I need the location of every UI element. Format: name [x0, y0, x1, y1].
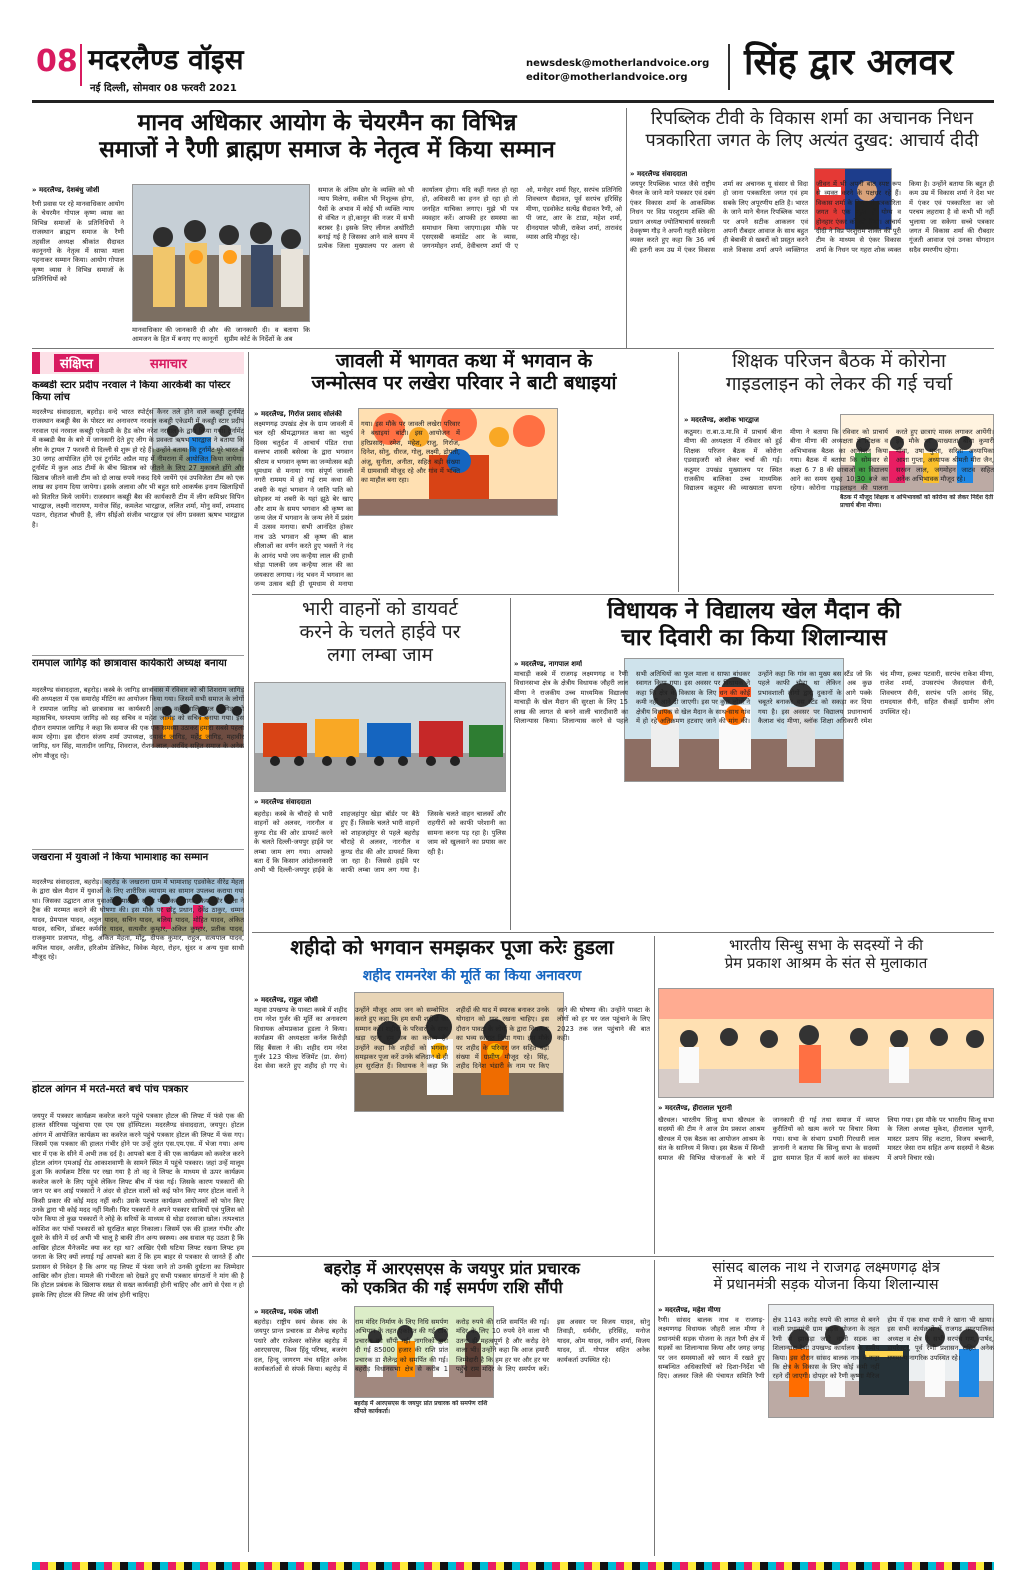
photo-caption: बैठक में मौजूद शिक्षक व अभिभावकों को कोरोना को लेकर निर्देश देती प्राचार्य बीना मीणा।	[840, 494, 994, 509]
byline: » मदरलैण्ड, राहुल जोशी	[254, 996, 318, 1004]
article-headline: रिपब्लिक टीवी के विकास शर्मा का अचानक निधन पत्रकारिता जगत के लिए अत्यंत दुखद: आचार्य दीदी	[645, 108, 979, 151]
article-jawali-katha	[254, 350, 674, 590]
brief-label-2: समाचार	[150, 357, 187, 372]
brief-rule	[32, 1081, 244, 1082]
rule-mid-2	[252, 932, 994, 933]
column-rule	[678, 352, 679, 592]
page-number: 08	[36, 44, 78, 79]
byline: » मदरलैण्ड, गिर्राज प्रसाद सोलंकी	[254, 410, 342, 418]
brief-headline: कब्बडी स्टार प्रदीप नरवाल ने किया आरकेबी का पोस्टर किया लांच	[32, 380, 231, 403]
article-photo	[132, 184, 310, 322]
article-headline: बहरोड़ में आरएसएस के जयपुर प्रांत प्रचारक को एकत्रित की गई समर्पण राशि सौंपी	[324, 1260, 580, 1297]
byline: » मदरलैण्ड संवाददाता	[630, 170, 688, 178]
article-body: लक्ष्मणगढ़ उपखंड क्षेत्र के ग्राम जावली में चल रही श्रीमद्भागवत कथा का चतुर्थ दिवस चतुर्दश में आचार्य पंडित राधा वल्लभ शास्त्री बसेरबा के द्वारा भगवान श्रीराम व भगवान कृष्ण का जन्मोत्सव बड़ी धूमधाम से मनाया गया संपूर्ण जावली नगरी राममय में हो गई राम कथा की शबरी के यहां भगवान ने जाति पाति को छोड़कर मां शबरी के यहां झूठे बेर खाए और शाम के समय भगवान श्री कृष्ण का जन्म जेल में भगवान के जन्म लेने में प्रसंग में उत्सव मनाया। सभी आनंदित होकर नाच उठे भगवान श्री कृष्ण की बाल लीलाओं का वर्णन करते हुए भक्तों ने नंद के आनंद भयो जय कन्हैया लाल की हाथी घोड़ा पालकी जय कन्हैया लाल की का जयकारा लगाया। नंद भवन में भगवान का जन्म उत्सव बड़ी ही धूमधाम से मनाया गया। इस मौके पर जावली लखेरा परिवार ने बधाइयां बांटी। इस आयोजन में हरिप्रसाद, रमेश, महेश, राजु, गिर्राज, दिनेश, सोनु, धीरज, गोलु, लक्ष्मी, द्रोपती, अंजू, सुनीता, अनीता, सहित बड़ी संख्या में ग्रामवासी मौजूद रहे और गांव में भक्ति का माहौल बना रहा।	[254, 420, 460, 588]
article-body: बहरोड़। कस्बे के चौराहे से भारी वाहनों को अलवर, नारनौल व कुण्ड रोड की ओर डायवर्ट करने के चलते दिल्ली-जयपुर हाईवे पर लम्बा जाम लग गया। आपको बता दें कि किसान आंदोलनकारी अभी भी दिल्ली-जयपुर हाईवे के शाहजहांपुर खेड़ा बॉर्डर पर बैठे हुए हैं। जिसके चलते भारी वाहनों को शाहजहांपुर से पहले बहरोड़ चौराहे से अलवर, नारनौल व कुण्ड रोड की ओर डायवर्ट किया जा रहा है। जिससे हाईवे पर काफी लम्बा जाम लग गया है। जिसके चलते वाहन चालकों और राहगीरों को काफी परेशानी का सामना करना पड़ रहा है। पुलिस जाम को खुलवाने का प्रयास कर रही है।	[254, 810, 506, 875]
email-newsdesk[interactable]: newsdesk@motherlandvoice.org	[526, 58, 710, 69]
article-subhead: शहीद रामनरेश की मूर्ति का किया अनावरण	[362, 968, 582, 984]
article-nhrc-chairman	[32, 108, 622, 346]
masthead	[28, 36, 996, 98]
section-title: सिंह द्वार अलवर	[744, 42, 954, 83]
article-headline: सांसद बालक नाथ ने राजगढ़ लक्ष्मणगढ़ क्षेत्र में प्रधानमंत्री सड़क योजना किया शिलान्यास	[712, 1260, 940, 1294]
brief-item	[32, 380, 244, 652]
brief-label-1: संक्षिप्त	[54, 354, 99, 372]
brief-item	[32, 852, 244, 1076]
brief-item	[32, 1084, 244, 1552]
byline: » मदरलैण्ड संवाददाता	[254, 798, 312, 806]
photo-traffic-jam	[255, 683, 506, 792]
brief-item	[32, 658, 244, 846]
article-headline: भारतीय सिन्धु सभा के सदस्यों ने की प्रेम प्रकाश आश्रम के संत से मुलाकात	[724, 936, 928, 972]
photo-felicitation-image	[133, 185, 310, 322]
article-headline: भारी वाहनों को डायवर्ट करने के चलते हाईवे पर लगा लम्बा जाम	[299, 598, 461, 666]
column-rule	[248, 352, 249, 1552]
brief-news-column	[32, 352, 244, 1552]
brief-body: मदरलैण्ड संवाददाता, बहरोड़। बहरोड़ के जखराना ग्राम में भामाशाह एडवोकेट वीरेंद्र मेहता के द्वारा खेल मैदान में युवाओं के लिए शारीरिक व्यायाम का सामान उपलब्ध कराया गया था। जिसका उद्घाटन आज युवाओं ने माला व साफा पहनाकर स्वागत किया और मेहता ने ट्रैक की मरम्मत कराने की घोषणा की। इस मौके पर छोटू प्रधान, देवेंद्र ठाकुर, धम्मन यादव, प्रेमपाल यादव, अतुल यादव, सचिन यादव, बलिया यादव, मोहित यादव, अंकित यादव, सचिन, डॉक्टर कर्मवीर यादव, सत्यवीर कुम्हार, अंकित कुम्हार, प्रतीक यादव, राजकुमार प्रजापत, गोलु, अंकित मेहता, मोंटू, दीपक कुमार, राहुल, सत्यपाल यादव, कपिल यादव, अजीत, हरिओम डेलिकेट, विवेक मेहरा, रोहन, सुंदर व अन्य युवा साथी मौजूद रहे।	[32, 878, 244, 962]
article-sindhu-sabha	[658, 936, 994, 1252]
column-rule	[654, 936, 655, 1254]
article-body-right: समाज के अंतिम छोर के व्यक्ति को भी न्याय मिलेगा, वकील भी निशुल्क होगा, पैसों के अभाव में कोई भी व्यक्ति न्याय से वंचित न हो,कानून की नजर में सभी बराबर है। इसके लिए लीगल अथॉरिटी बनाई गई है जिसका आने वाले समय में प्रत्येक जिला मुख्यालय पर अलग से कार्यालय होगा। यदि कहीं गलत हो रहा हो, अधिकारी का हनन हो रहा हो तो जनहित याचिका लगाए। मुझे भी पत्र व्यवहार करें। आपकी हर समस्या का समाधान किया जाएगा।इस मौके पर एसएसबी कमांडेंट आर के व्यास, जगनमोहन शर्मा, देवीचरण शर्मा पी ए ओ, मनोहर शर्मा रिहर, सरपंच प्रतिनिधि शिवचरण सैदावत, पूर्व सरपंच हरिसिंह मीणा, एडवोकेट सत्येंद्र सैदावत रैणी, ओ पी जाट, आर के टाडा, महेश शर्मा, दीनदयाल फौजी, राकेश शर्मा, तारावंद व्यास आदि मौजूद रहे।	[318, 186, 622, 251]
article-highway-jam	[254, 598, 506, 928]
masthead-rule	[32, 100, 994, 103]
column-rule	[510, 598, 511, 930]
article-headline: जावली में भागवत कथा में भगवान के जन्मोत्सव पर लखेरा परिवार ने बाटी बधाइयां	[311, 350, 617, 395]
article-martyr-statue	[254, 936, 650, 1252]
byline: » मदरलैण्ड, नागपाल शर्मा	[514, 660, 583, 668]
article-teacher-meeting	[684, 350, 994, 590]
article-headline: शहीदो को भगवान समझकर पूजा करेः हुडला	[290, 936, 614, 959]
print-registration-bar	[32, 1562, 994, 1570]
email-editor[interactable]: editor@motherlandvoice.org	[526, 72, 688, 83]
brief-headline: रामपाल जागिड़ को छात्रावास कार्यकारी अध्यक्ष बनाया	[32, 658, 227, 669]
article-rss-donation	[254, 1260, 650, 1556]
article-body: रैणी। सांसद बालक नाथ व राजगढ़-लक्ष्मणगढ़ विधायक जौहरी लाल मीणा ने प्रधानमंत्री सड़क योजना के तहत रैणी क्षेत्र में सड़कों का शिलान्यास किया और जगह जगह पर जन समस्याओं को ध्यान में रखते हुए सम्बन्धित अधिकारियों को दिशा-निर्देश भी दिए। अलवर जिले की पंचायत समिति रैणी क्षेत्र 1143 करोड़ रुपये की लागत से बनने वाली प्रधानमंत्री ग्राम सड़क योजना के तहत रैणी से झाकड़ा जाने वाली सड़क का शिलान्यास रैणी उपखण्ड कार्यालय के समीप किया। इस दौरान सांसद बालक नाथ ने कहा कि क्षेत्र के विकास के लिए कोई कमी नहीं रहने दी जाएगी। दोपहर को रैणी कृष्णा मैरिज होम में एक सभा सभी ने खाना भी खाया। इस सभी कार्यक्रमों में राजगढ़ नगरपालिका अध्यक्ष व क्षेत्र के सभी सरपंच गण, पार्षद, डायरेक्टर, पूर्व रैणी प्रशासन सहित अनेक गणमान्य नागरिक उपस्थित रहे।	[658, 1316, 994, 1381]
article-body: कठूमर। रा.बा.उ.मा.वि में प्राचार्य बीना मीणा की अध्यक्षता में रविवार को हुई शिक्षक परिजन बैठक में कोरोना एडवाइजरी को लेकर चर्चा की गई। कठूमर उपखंड मुख्यालय पर स्थित राजकीय बालिका उच्च माध्यमिक विद्यालय कठूमर की व्याख्याता सपना मीणा ने बताया कि रविवार को प्राचार्य बीना मीणा की अध्यक्षता में शिक्षक व अभिभावक बैठक का आयोजन किया गया। बैठक में बताया कि सोमवार से कक्षा 6 7 8 की छात्राओं का विद्यालय आने का समय सुबह 10:30 बजे का रहेगा। कोरोना गाइडलाइन की पालना करते हुए छात्राएं मास्क लगाकर आयेंगी। इस मौके पर व्याख्याता बीना कुमारी मीना, उषा गुप्ता, सरिता अध्यापिका आशा गुप्ता, अध्यापक श्रीमती मीरा जैन, सरवन लाल, जगमोहन जाटव सहित अनेक अभिभावक मौजूद रहे।	[684, 428, 994, 493]
article-photo	[254, 682, 506, 792]
brief-headline: जखराना में युवाओं ने किया भामाशाह का सम्मान	[32, 852, 209, 863]
brief-headline: होटल आंगन में मरते-मरते बचे पांच पत्रकार	[32, 1084, 188, 1095]
newspaper-name: मदरलैण्ड वॉइस	[88, 43, 244, 76]
article-body: बहरोड़। राष्ट्रीय स्वयं सेवक संघ के जयपुर प्रान्त प्रचारक डा शैलेन्द्र बहरोड़ पधारे और राजेश्वर कॉलेज बहरोड़ में आरएसएस, विश्व हिंदू परिषद, बजरंग दल, हिन्दू जागरण मंच सहित अनेक कार्यकर्ताओं से संपर्क किया। बहरोड़ में राम मंदिर निर्माण के लिए निधि समर्पण अभियान के तहत एकत्रित की गई राशि प्रचारक को सौंपी गई। नागरिकों द्वारा दी गई 85000 हजार की राशि प्रांत प्रचारक डा शैलेन्द्र को समर्पित की गई। बहरोड़ विधानसभा क्षेत्र से करीब 1 करोड़ रुपये की राशि समर्पित की गई। मंदिर के लिए 10 रुपये देने वाला भी उतना ही महत्वपूर्ण है और करोड़ देने वाला भी। उन्होंने कहा कि आज हमारी जिम्मेदारी है कि हम हर घर और हर घर पहुँचे राम मंदिर के लिए समर्पण करें। इस अवसर पर विजय यादव, सोनु तिवाड़ी, धर्मवीर, हरिसिंह, मनोज यादव, ओम यादव, नवीन शर्मा, विजय यादव, डॉ. गोपाल सहित अनेक कार्यकर्ता उपस्थित रहे।	[254, 1318, 650, 1374]
article-body: महवा उपखण्ड के पावटा कस्बे में शहीद राम नरेश गुर्जर की मूर्ति का अनावरण विधायक ओमप्रकाश हुडला ने किया। कार्यक्रम की अध्यक्षता कर्नल किरोड़ी सिंह बैंसला ने की। शहीद राम नरेश गुर्जर 123 फील्ड रेजिमेंट (प्रा. सेना) देश सेवा करते हुए शहीद हो गए थे। उन्होंने मौजूद आम जन को सम्बोधित करते हुए कहा कि हम सभी शहीदों का सम्मान करें। शहीदों के परिवारों के साथ खड़ा रहना हम सब का कर्तव्य है। उन्होंने कहा कि शहीदों को भगवान समझकर पूजा करें उनके बलिदान से ही हम सुरक्षित हैं। विधायक ने कहा कि शहीदों की याद में स्मारक बनाकर उनके योगदान को याद रखना चाहिए। इस दौरान पावटा के लोगों के द्वारा विधायक का भव्य स्वागत किया गया। इस मौके पर शहीद के परिवार जन सहित बड़ी संख्या में ग्रामीण मौजूद रहे। सिंह, शहीद दिनेश भंडारी के नाम पर किए जाने की घोषणा की। उन्होंने पावटा के लोगों को हर घर जल पहुंचाने के लिए 2023 तक जल पहुंचाने की बात कही।	[254, 1006, 650, 1071]
brief-body: मदरलैण्ड संवाददाता, बहरोड़। कस्बे के जागिड़ छात्रावास में रविवार को श्री शिशराम जागिड़ की अध्यक्षता में एक समारोह मीटिंग का आयोजन किया गया। जिसमें सभी समाज के लोगों ने रामपाल जागिड़ को छात्रावास का कार्यकारी अध्यक्ष वहीं शालितलाल जागिड़ को महासचिव, घनश्याम जागिड़ को सह सचिव व महेश जागिड़ को सचिव बनाया गया। इस दौरान रामपाल जागिड़ ने कहा कि समाज की एक एक समस्या उठाकर हमारा सबसे पहला काम रहेगा। इस दौरान संजय शर्मा उपाध्यक्ष, दयावंत जागिड़, महेंद्र जागिड़, महावीर जागिड़, धन सिंह, मातादीन जागिड़, शिवराज, रोशन लाल, अरविंद सहित समाज के अनेक लोग मौजूद रहे।	[32, 686, 244, 760]
article-headline: शिक्षक परिजन बैठक में कोरोना गाइडलाइन को लेकर की गई चर्चा	[725, 350, 953, 395]
article-playground-wall	[514, 598, 994, 928]
brief-body: जयपुर में पत्रकार कार्यक्रम कवरेज करने पहुंचे पत्रकार होटल की लिफ्ट में फंसे एक की हालत सीरियस पहुंचाया एस एम एस हॉस्पिटल। मदरलैण्ड संवाददाता, जयपुर। होटल आंगन में आयोजित कार्यक्रम का कवरेज करने पहुंचे पत्रकार होटल की लिफ्ट में फंस गए। जिसमें एक पत्रकार की हालत गंभीर होने पर उन्हें तुरंत एस.एम.एस. में भेजा गया। अन्य चार में एक के सीने में अभी तक दर्द है। आपको बता दें की एक कार्यक्रम को कवरेज करने होटल आंगन एमआई रोड आकाशवाणी के सामने स्थित में पहुंचे पत्रकार। जहां उन्हें मालूम हुआ कि कार्यक्रम टैरिस पर रखा गया है तो वह वे लिफ्ट के माध्यम से ऊपर कार्यक्रम कवरेज करने के लिए पहुंचे लेकिन लिफ्ट बीच में फंस गई। जिसके कारण पत्रकारों की जान पर बन आई पत्रकारों ने अंदर से होटल वालों को कई फोन किए मगर होटल वालों ने किसी प्रकार की कोई मदद नहीं करी। उसके पश्चात कार्यक्रम आयोजकों को फोन किए उनके द्वारा भी कोई मदद नहीं मिली। फिर पत्रकारों ने अपने पत्रकार साथियों एवं पुलिस को फोन किया तो कुछ पत्रकारों ने लोहे के सरियों के माध्यम से थोड़ा दरवाजा खोल। तत्पश्चात कोशिश कर पांचों पत्रकारों को सुरक्षित बाहर निकाला। जिसमें एक की हालत गंभीर और दूसरे के सीने में दर्द अभी भी चालू है बाकी तीन अन्य स्वस्थ्य। अब सवाल यह उठता है कि आखिर होटल मैनेजमेंट क्या कर रहा था? आखिर ऐसी घटिया लिफ्ट रखना लिफ्ट हम जनता के लिए क्यों लगाई गई आपको बता दें कि हम बाहर से पत्रकार से जानते हैं और प्रशासन से निवेदन है कि अगर यह लिफ्ट में फंसा जाने तो उनकी दुर्घटना का जिम्मेदार आखिर कौन होता। मामले की गंभीरता को देखते हुए सभी पत्रकार संगठनों ने मांग की है कि होटल प्रबंधक के खिलाफ सख्त से सख्त कार्यवाही होनी चाहिए और आगे से ऐसा न हो इसके लिए होटल की लिफ्ट की जांच होनी चाहिए।	[32, 1112, 244, 1299]
article-balaknath-road	[658, 1260, 994, 1556]
article-photo	[658, 988, 994, 1098]
dateline: नई दिल्ली, सोमवार 08 फरवरी 2021	[90, 83, 237, 94]
article-vikas-sharma	[630, 108, 994, 346]
column-rule	[626, 108, 627, 348]
brief-body: मदरलैण्ड संवाददाता, बहरोड़। वन्दे भारत स्पोर्ट्स कैनर तले होने वाले कबड्डी टूर्नामेंट राजस्थान कबड्डी बैस के पोस्टर का अनावरण नरवाल कबड्डी एकेडमी में कबड्डी स्टार प्रदीप नरवाल एवं नरवाल कबड्डी एकेडमी के हैड कोच नरेश नरवाल के द्वारा किया गया। टूर्नामेंट में कब्बडी बैस के बारे में जानकारी देते हुए लीग के प्रवक्ता ऋषभ भारद्वाज ने बताया कि लीग के ट्रायल 7 फरवरी से दिल्ली से शुरू हो रहे हैं। उन्होंने बताया कि टूर्नामेंट पूरे भारत में 30 जगह आयोजित होंगे एवं टूर्नामेंट अप्रैल माह में नीमराना में आयोजित किया जायेगा। टूर्नामेंट में कुल आठ टीमों के बीच खिताब को जीतने के लिए 27 मुकाबले होंगे और खिताब जीतने वाली टीम को दो लाख रुपये नकद दिये जायेंगे एवं उपविजेता टीम को एक लाख का इनाम दिया जायेगा। इसके अलावा और भी बहुत सारे आकर्षक इनाम खिलाड़ियों को वितरित किये जायेंगे। राजस्थान कबड्डी बैस की कार्यकारी टीम में लीग कमिश्नर विपिन भारद्वाज, लक्ष्मी नारायण, मनोज सिंह, कमलेश भारद्वाज, ललित शर्मा, मोनु वर्मा, शमशाद पठान, रोहताश चौधरी है, लीग सीईओ संजीव भारद्वाज एवं लीग प्रवक्ता ऋषभ भारद्वाज है।	[32, 408, 244, 529]
brief-label-box	[32, 352, 244, 374]
article-headline: विधायक ने विद्यालय खेल मैदान की चार दिवारी का किया शिलान्यास	[607, 598, 901, 652]
article-body: रैणी प्रवास पर रहे मानवाधिकार आयोग के चेयरमैन गोपाल कृष्ण व्यास का विभिन्न समाजों के प्रतिनिधियों ने राजस्थान ब्राह्मण समाज के रैणी तहसील अध्यक्ष श्रीकांत सैदावत कानूनगो के नेतृत्व में साफा माला पहनाकर सम्मान किया। आयोग गोपाल कृष्ण व्यास ने विभिन्न समाजों के प्रतिनिधियों को	[32, 200, 124, 284]
article-body: माचाड़ी कस्बे में राजगढ़ लक्ष्मणगढ़ व रैणी विधानसभा क्षेत्र के क्षेत्रीय विधायक जौहरी लाल मीणा ने राजकीय उच्च माध्यमिक विद्यालय माचाड़ी के खेल मैदान की सुरक्षा के लिए 15 लाख की लागत से बनने वाली चारदीवारी का शिलान्यास किया। शिलान्यास करने से पहले सभी अतिथियों का फूल माला व साफा बांधकर स्वागत किया गया। इस अवसर पर विधायक ने कहा कि क्षेत्र के विकास के लिए धन की कोई कमी नहीं आने दी जाएगी। इस पर कुछ लोगों ने क्षेत्रीय विधायक से खेल मैदान के साथ-साथ गांव में हो रहे अतिक्रमण हटवाए जाने की मांग की। उन्होंने कहा कि गांव का मुख्य बस स्टैंड जो कि पहले काफी चौड़ा था लेकिन अब कुछ प्रभावशाली लोगों द्वारा दुकानों के आगे पक्के चबूतरे बनाकर बस स्टैंड को सकड़ा कर दिया गया है। इस अवसर पर विद्यालय प्रधानाचार्य कैलाश चंद मीणा, ब्लॉक शिक्षा अधिकारी रमेश चंद मीणा, हल्का पटवारी, सरपंच राकेश मीणा, राजेश शर्मा, उपसरपंच जैवदयाल सैनी, शिवचरण सैनी, सरपंच पति आनंद सिंह, रामदयाल सैनी, सहित सैकड़ों ग्रामीण लोग उपस्थित रहे।	[514, 670, 994, 726]
byline: » मदरलैण्ड, अशोक भारद्वाज	[684, 416, 760, 424]
brief-rule	[32, 655, 244, 656]
article-body: जयपुर रिपब्लिक भारत जैसे राष्ट्रीय चैनल के जाने माने पत्रकार एवं दबंग एंकर विकास शर्मा के आकस्मिक निधन पर विप्र परशुराम शक्ति की प्रधान अध्यक्ष ज्योतिषाचार्य सरस्वती देवकृष्ण गौड़ ने अपनी गहरी संवेदना व्यक्त करते हुए कहा कि 36 वर्ष की इतनी कम उम्र में एंकर विकास शर्मा का अचानक यू संसार से विदा हो जाना पत्रकारिता जगत एवं हम सबके लिए अपूरणीय क्षति है। भारत के जाने माने चैनल रिपब्लिक भारत पर अपने सटीक आकलन एवं अपनी रौबदार आवाज के साथ बहुत ही बेबाकी से खबरों को प्रस्तुत करने वाले विकास शर्मा अपने व्यक्तिगत जीवन में भी अपनी बात स्पष्ट रूप से व्यक्त करने के पक्षधर रहे हैं। विकास शर्मा के निधन से पत्रकारिता जगत ने एक बहुत ही योग्य व होनहार एंकर को खो दिया। आचार्य दीदी ने विप्र परशुराम शक्ति की पूरी टीम के माध्यम से एंकर विकास शर्मा के निधन पर गहरा शोक व्यक्त किया है। उन्होंने बताया कि बहुत ही कम उम्र में विकास शर्मा ने देश भर में एंकर एवं पत्रकारिता का जो परचम लहराया है वो कभी भी नहीं भुलाया जा सकेगा सच्चे पत्रकार जगत में विकास शर्मा की रौबदार गूंजती आवाज एवं उनका योगदान सदैव स्मरणीय रहेगा।	[630, 180, 994, 254]
photo-ashram-meeting	[659, 989, 994, 1098]
article-body-caption: मानवाधिकार की जानकारी दी और आमजन के हित में बनाए गए कानूनों की जानकारी दी। व बताया कि सुप्रीम कोर्ट के निर्देशों के अब	[132, 326, 310, 344]
rule-top-brief	[32, 348, 994, 349]
byline: » मदरलैण्ड, मयंक जोशी	[254, 1308, 319, 1316]
column-rule	[654, 1260, 655, 1556]
article-body: खैरथल। भारतीय सिन्धु सभा खैरथल के सदस्यों की टीम ने आज प्रेम प्रकाश आश्रम खैरथल में एक बैठक का आयोजन आश्रम के संत के सानिध्य में किया। इस बैठक में सिन्धी समाज की विभिन्न योजनाओं के बारे में जानकारी दी गई तथा समाज में व्याप्त कुरीतियों को खत्म करने पर विचार किया गया। सभा के संभाग प्रभारी गिरधारी लाल ज्ञानानी ने बताया कि सिन्धु सभा के सदस्यों द्वारा समाज हित में कार्य करने का संकल्प लिया गया। इस मौके पर भारतीय सिन्धु सभा के जिला अध्यक्ष मुकेश, हीरालाल भूरानी, मास्टर प्रताप सिंह कटारा, विजय बच्चानी, मास्टर जेसा राम सहित अन्य सदस्यों ने बैठक में अपने विचार रखे।	[658, 1116, 994, 1162]
brief-rule	[32, 849, 244, 850]
byline: » मदरलैण्ड, देशबंधु जोशी	[32, 186, 100, 194]
rule-mid-3	[252, 1256, 994, 1257]
photo-caption: बहरोड़ में आरएसएस के जयपुर प्रांत प्रचारक को समर्पण राशि सौंपते कार्यकर्ता।	[354, 1400, 488, 1415]
rule-mid	[252, 594, 994, 595]
article-headline: मानव अधिकार आयोग के चेयरमैन का विभिन्न समाजों ने रैणी ब्राह्मण समाज के नेतृत्व में किया सम्मान	[99, 110, 555, 164]
byline: » मदरलैण्ड, महेश मीणा	[658, 1306, 721, 1314]
masthead-divider	[80, 44, 82, 86]
byline: » मदरलैण्ड, हीरालाल भूरानी	[658, 1104, 732, 1112]
masthead-divider-2	[728, 44, 730, 90]
